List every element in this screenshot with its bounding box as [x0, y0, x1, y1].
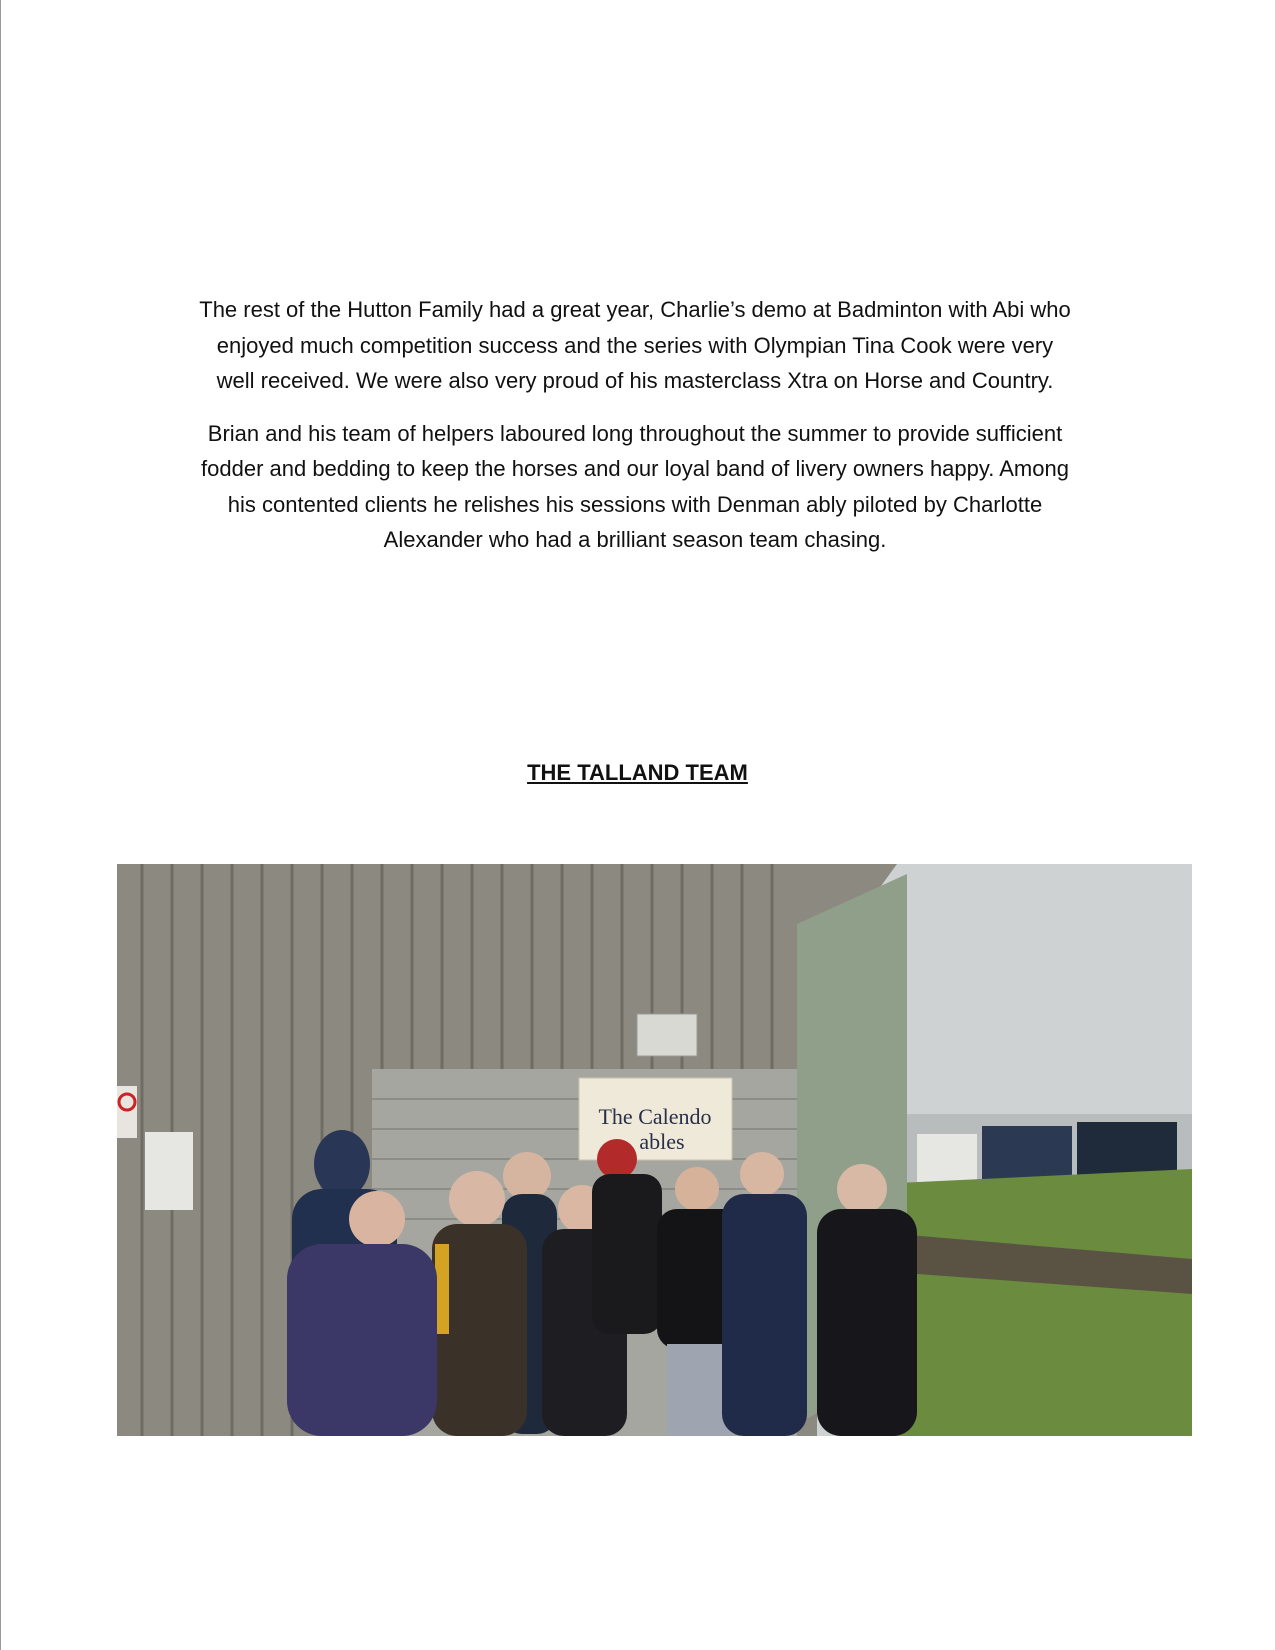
section-heading: THE TALLAND TEAM	[527, 760, 748, 785]
body-text	[195, 292, 1075, 575]
paragraph-brian-team: Brian and his team of helpers laboured long throughout the summer to provide sufficient fodder and bedding to keep the horses and our loyal band of livery owners happy. Among his contented clients he relishes his sessions with Denman ably piloted by Charlotte Alexander who had a brilliant season team chasing.	[201, 420, 1069, 552]
team-photo-illustration	[117, 864, 1192, 1436]
team-photo	[117, 864, 1192, 1436]
page-edge	[0, 0, 1, 1650]
sign-text-line2: ables	[639, 1129, 685, 1154]
paragraph-hutton-family: The rest of the Hutton Family had a great year, Charlie’s demo at Badminton with Abi who enjoyed much competition success and the series with Olympian Tina Cook were very well received. We were also very proud of his masterclass Xtra on Horse and Country.	[199, 297, 1071, 393]
sign-text-line1: The Calendo	[598, 1104, 712, 1129]
